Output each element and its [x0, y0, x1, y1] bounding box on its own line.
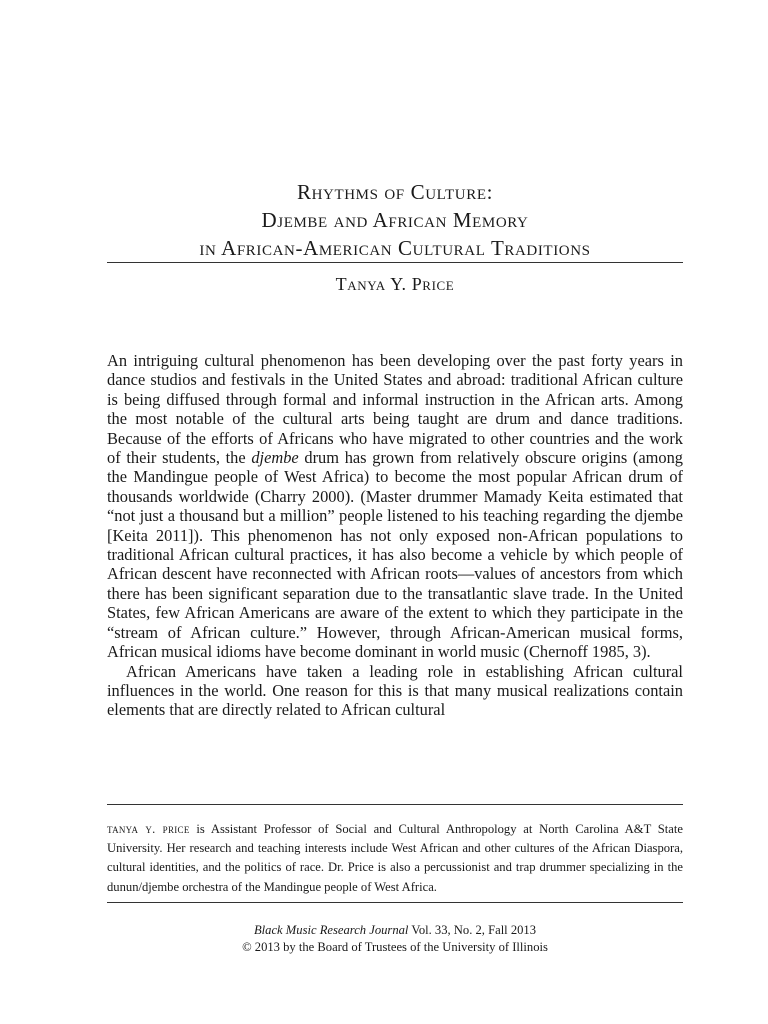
- journal-name: Black Music Research Journal: [253, 923, 409, 937]
- title-line-3: in African-American Cultural Traditions: [199, 236, 591, 260]
- title-line-1: Rhythms of Culture:: [296, 180, 494, 204]
- footnote-rule: [107, 804, 683, 805]
- djembe-term: djembe: [251, 448, 299, 468]
- footnote-author-name: tanya y. price: [107, 822, 190, 836]
- journal-citation: [107, 922, 683, 939]
- title-rule: [107, 262, 683, 263]
- body-paragraph-1: [107, 351, 683, 662]
- journal-info: [107, 922, 683, 956]
- title-line-2: Djembe and African Memory: [261, 208, 529, 232]
- article-title: [107, 178, 683, 262]
- footnote-text: is Assistant Professor of Social and Cultural Anthropology at North Carolina A&T State University. Her research and teaching interests include West African and other cultures of the African Diaspora, cultural identities, and the politics of race. Dr. Price is also a percussionist and trap drummer specializing in the dunun/djembe orchestra of the Mandingue people of West Africa.: [107, 822, 683, 894]
- bottom-rule: [107, 902, 683, 903]
- journal-issue: Vol. 33, No. 2, Fall 2013: [408, 923, 537, 937]
- body-paragraph-1-part-b: drum has grown from relatively obscure origins (among the Mandingue people of West Africa) to become the most popular African drum of thousands worldwide (Charry 2000). (Master drummer Mamady Keita estimated that “not just a thousand but a million” people listened to his teaching regarding the djembe [Keita 2011]). This phenomenon has not only exposed non-African populations to traditional African cultural practices, it has also become a vehicle by which people of African descent have reconnected with African roots—values of ancestors from which there has been significant separation due to the transatlantic slave trade. In the United States, few African Americans are aware of the extent to which they participate in the “stream of African culture.” However, through African-American musical forms, African musical idioms have become dominant in world music (Chernoff 1985, 3).: [107, 448, 683, 662]
- author-footnote: [107, 820, 683, 897]
- copyright-notice: © 2013 by the Board of Trustees of the University of Illinois: [242, 940, 548, 954]
- article-body: [107, 351, 683, 720]
- body-paragraph-2: African Americans have taken a leading role in establishing African cultural influences in the world. One reason for this is that many musical realizations contain elements that are directly related to African cultural: [107, 661, 683, 720]
- body-paragraph-1-part-a: An intriguing cultural phenomenon has been developing over the past forty years in dance studios and festivals in the United States and abroad: traditional African culture is being diffused through formal and informal instruction in the African arts. Among the most notable of the cultural arts being taught are drum and dance traditions. Because of the efforts of Africans who have migrated to other countries and the work of their students, the: [107, 351, 683, 468]
- author-name: Tanya Y. Price: [335, 274, 455, 294]
